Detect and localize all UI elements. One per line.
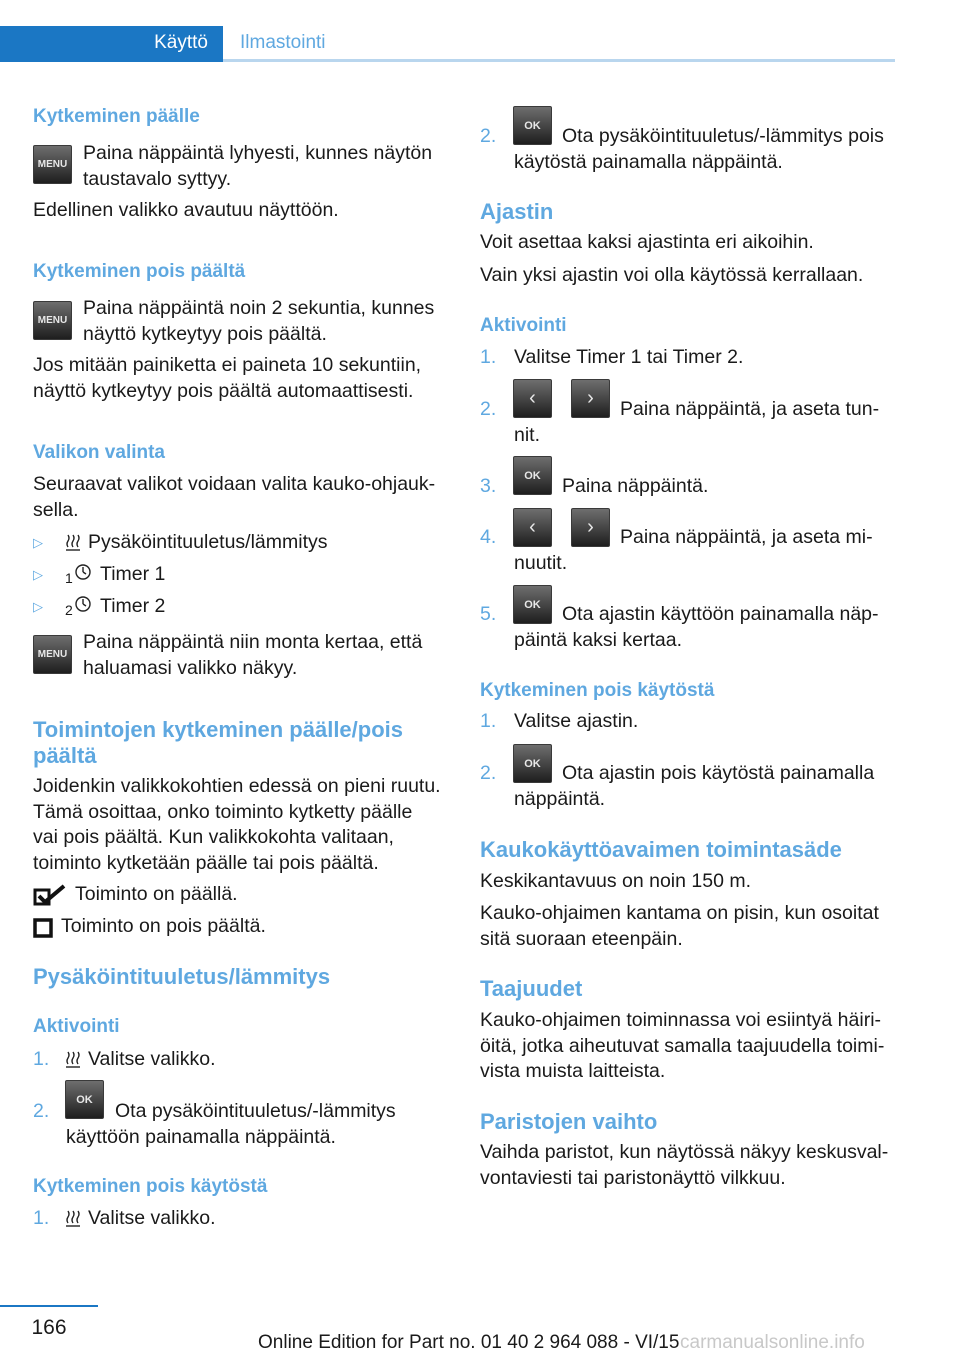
step-text: Valitse ajastin.: [514, 710, 639, 732]
subheading-kytkeminen-pois-kaytosta: Kytkeminen pois käytöstä: [480, 680, 715, 701]
list-item-label: Timer 2: [100, 595, 166, 617]
watermark: carmanualsonline.info: [680, 1332, 865, 1353]
paragraph: Kauko-ohjaimen toiminnassa voi esiintyä häiriöitä, jotka aiheutuvat samalla taajuudella toimivista muista laitteista.: [480, 1009, 885, 1082]
function-on-text: Toiminto on päällä.: [75, 883, 238, 905]
ok-button-icon: OK: [513, 585, 552, 624]
step-number: 2.: [33, 1100, 50, 1122]
unchecked-box-icon: [33, 918, 53, 938]
arrow-right-button-icon: ›: [571, 508, 610, 547]
step-number: 1.: [33, 1207, 50, 1229]
menu-button-icon: MENU: [33, 145, 72, 184]
heading-ajastin: Ajastin: [480, 199, 554, 224]
page-header: [0, 26, 895, 62]
heading-kytkeminen-paalle: Kytkeminen päälle: [33, 106, 200, 127]
arrow-left-button-icon: ‹: [513, 379, 552, 418]
step-number: 2.: [480, 398, 497, 420]
paragraph: Vaihda paristot, kun näytössä näkyy keskusvalvontaviesti tai paristonäyttö vilkkuu.: [480, 1141, 889, 1189]
instruction-text: Paina näppäintä lyhyesti, kunnes näytön taustavalo syttyy.: [83, 142, 433, 190]
page-number: 166: [31, 1316, 67, 1339]
timer-index: 1: [65, 570, 73, 586]
heading-valikon-valinta: Valikon valinta: [33, 442, 165, 463]
step-text: Ota ajastin pois käytöstä painamalla näppäintä.: [514, 762, 875, 810]
step-text: Ota pysäköintituuletus/-lämmitys pois käytöstä painamalla näppäintä.: [514, 125, 884, 173]
step-text: Valitse Timer 1 tai Timer 2.: [514, 346, 744, 368]
instruction-text: Paina näppäintä niin monta kertaa, että haluamasi valikko näkyy.: [83, 631, 423, 679]
step-number: 3.: [480, 475, 497, 497]
step-text: Paina näppäintä, ja aseta minuutit.: [514, 526, 873, 574]
timer-clock-icon: [74, 595, 92, 613]
paragraph: Joidenkin valikkokohtien edessä on pieni ruutu. Tämä osoittaa, onko toiminto kytketty päälle vai pois päältä. Kun valikkokohta valitaan, toiminto kytketään päälle tai pois päältä.: [33, 775, 441, 874]
heading-taajuudet: Taajuudet: [480, 976, 583, 1001]
function-off-text: Toiminto on pois päältä.: [61, 915, 266, 937]
ok-button-icon: OK: [513, 744, 552, 783]
parking-ventilation-icon: [65, 533, 81, 552]
list-bullet: ▷: [33, 567, 43, 582]
step-number: 4.: [480, 526, 497, 548]
paragraph: Kauko-ohjaimen kantama on pisin, kun osoitat sitä suoraan eteenpäin.: [480, 902, 879, 950]
step-number: 2.: [480, 125, 497, 147]
step-number: 1.: [33, 1048, 50, 1070]
heading-kytkeminen-pois-paalta: Kytkeminen pois päältä: [33, 261, 246, 282]
menu-button-icon: MENU: [33, 301, 72, 340]
edition-text: Online Edition for Part no. 01 40 2 964 088 - VI/15: [258, 1332, 680, 1353]
step-text: Valitse valikko.: [88, 1207, 216, 1229]
paragraph: Jos mitään painiketta ei paineta 10 sekuntiin, näyttö kytkeytyy pois päältä automaattisesti.: [33, 354, 422, 402]
step-text: Ota ajastin käyttöön painamalla näppäintä kaksi kertaa.: [514, 603, 879, 651]
section-tab-kaytto: Käyttö: [0, 26, 223, 62]
timer-index: 2: [65, 602, 73, 618]
paragraph: Voit asettaa kaksi ajastinta eri aikoihin.: [480, 231, 814, 253]
parking-ventilation-icon: [65, 1209, 81, 1228]
step-number: 1.: [480, 346, 497, 368]
paragraph: Edellinen valikko avautuu näyttöön.: [33, 199, 339, 221]
chapter-tab-ilmastointi: Ilmastointi: [240, 32, 326, 53]
arrow-right-button-icon: ›: [571, 379, 610, 418]
step-number: 2.: [480, 762, 497, 784]
heading-pysakointituuletus: Pysäköintituuletus/lämmitys: [33, 964, 331, 989]
step-text: Ota pysäköintituuletus/-lämmitys käyttöön painamalla näppäintä.: [66, 1100, 396, 1148]
heading-toimintojen-kytkeminen: Toimintojen kytkeminen päälle/pois päältä: [33, 717, 404, 768]
step-text: Valitse valikko.: [88, 1048, 216, 1070]
list-bullet: ▷: [33, 535, 43, 550]
footer-rule: [0, 1305, 98, 1307]
heading-toimintasade: Kaukokäyttöavaimen toimintasäde: [480, 837, 842, 862]
list-item-label: Timer 1: [100, 563, 166, 585]
subheading-aktivointi: Aktivointi: [33, 1016, 120, 1037]
list-item-label: Pysäköintituuletus/lämmitys: [88, 531, 328, 553]
step-number: 5.: [480, 603, 497, 625]
paragraph: Seuraavat valikot voidaan valita kauko-ohjauksella.: [33, 473, 436, 521]
checked-box-icon: [33, 884, 67, 906]
ok-button-icon: OK: [65, 1080, 104, 1119]
menu-button-icon: MENU: [33, 635, 72, 674]
paragraph: Vain yksi ajastin voi olla käytössä kerrallaan.: [480, 264, 864, 286]
instruction-text: Paina näppäintä noin 2 sekuntia, kunnes näyttö kytkeytyy pois päältä.: [83, 297, 435, 345]
header-rule: [223, 59, 895, 62]
paragraph: Keskikantavuus on noin 150 m.: [480, 870, 752, 892]
step-number: 1.: [480, 710, 497, 732]
step-text: Paina näppäintä, ja aseta tunnit.: [514, 398, 880, 446]
timer-clock-icon: [74, 563, 92, 581]
arrow-left-button-icon: ‹: [513, 508, 552, 547]
ok-button-icon: OK: [513, 456, 552, 495]
parking-ventilation-icon: [65, 1050, 81, 1069]
list-bullet: ▷: [33, 599, 43, 614]
subheading-kytkeminen-pois-kaytosta: Kytkeminen pois käytöstä: [33, 1176, 268, 1197]
step-text: Paina näppäintä.: [562, 475, 709, 497]
ok-button-icon: OK: [513, 106, 552, 145]
subheading-aktivointi: Aktivointi: [480, 315, 567, 336]
heading-paristojen-vaihto: Paristojen vaihto: [480, 1109, 658, 1134]
